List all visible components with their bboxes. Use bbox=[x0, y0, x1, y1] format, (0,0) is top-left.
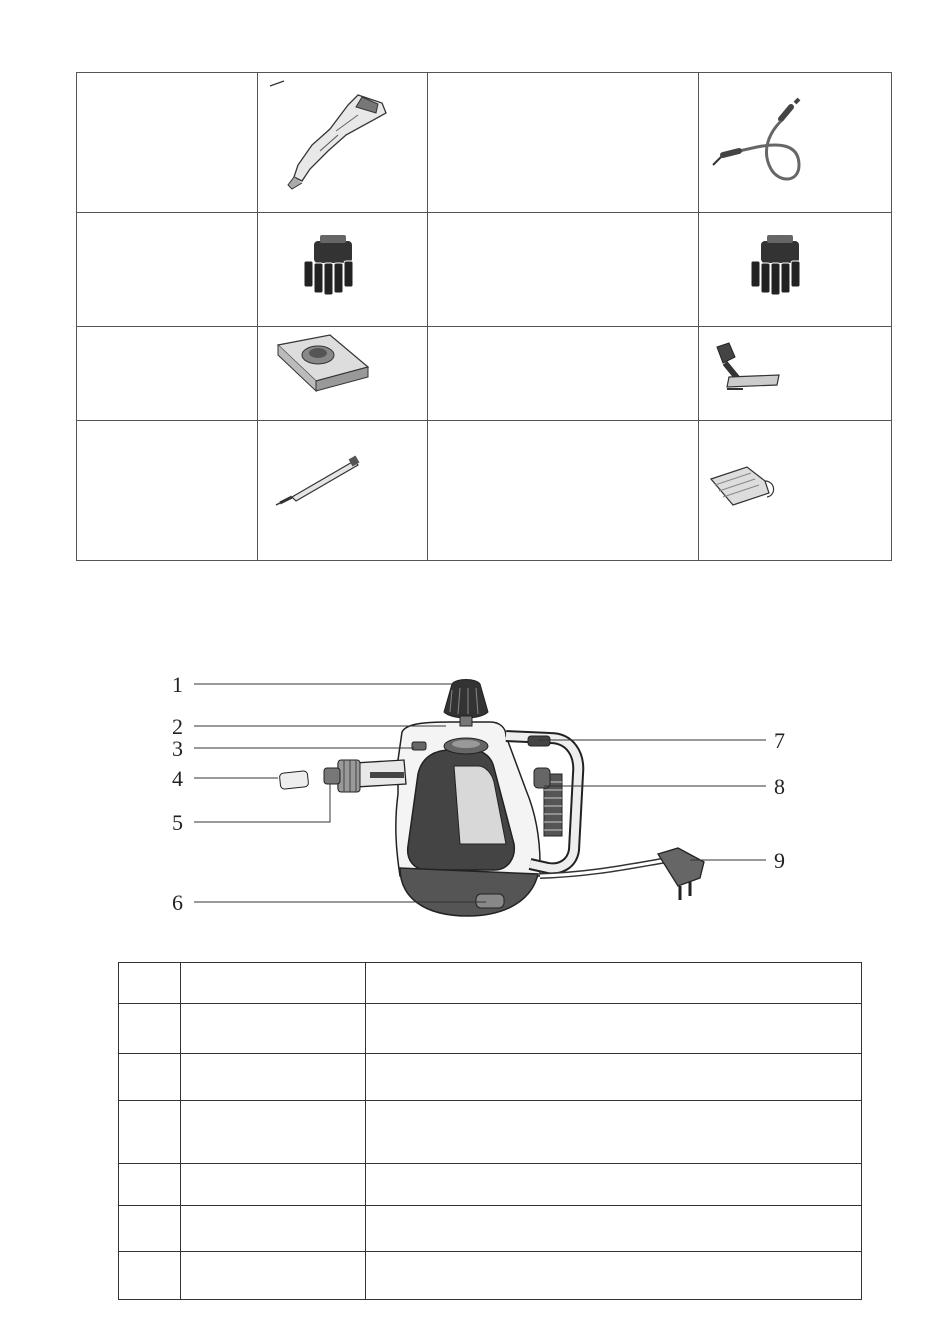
parts-cell bbox=[119, 1004, 181, 1054]
round-brush-icon bbox=[258, 213, 428, 326]
parts-cell bbox=[181, 1101, 366, 1164]
callout-4: 4 bbox=[172, 766, 183, 791]
parts-cell bbox=[119, 963, 181, 1004]
parts-cell bbox=[366, 1206, 862, 1252]
accessory-row bbox=[77, 327, 892, 421]
parts-cell bbox=[366, 1054, 862, 1101]
parts-cell bbox=[181, 1206, 366, 1252]
window-squeegee-icon bbox=[699, 327, 892, 420]
accessory-name-cell bbox=[428, 73, 699, 213]
accessory-image-cell bbox=[699, 327, 892, 421]
accessory-name-cell bbox=[428, 327, 699, 421]
table-row bbox=[119, 1252, 862, 1300]
floor-tool-icon bbox=[258, 327, 428, 420]
accessory-image-cell bbox=[699, 421, 892, 561]
parts-cell bbox=[181, 963, 366, 1004]
accessory-row bbox=[77, 421, 892, 561]
parts-cell bbox=[366, 1004, 862, 1054]
callout-1: 1 bbox=[172, 672, 183, 697]
accessory-name-cell bbox=[77, 73, 258, 213]
accessory-name-cell bbox=[77, 421, 258, 561]
parts-table bbox=[118, 962, 862, 1300]
callout-7: 7 bbox=[774, 728, 785, 753]
table-row bbox=[119, 1206, 862, 1252]
cloth-cover-icon bbox=[699, 421, 892, 560]
parts-cell bbox=[119, 1206, 181, 1252]
callout-2: 2 bbox=[172, 714, 183, 739]
callout-9: 9 bbox=[774, 848, 785, 873]
parts-cell bbox=[181, 1164, 366, 1206]
accessory-name-cell bbox=[428, 421, 699, 561]
parts-cell bbox=[181, 1004, 366, 1054]
parts-cell bbox=[366, 1164, 862, 1206]
extension-tube-icon bbox=[258, 421, 428, 560]
parts-header-row bbox=[119, 963, 862, 1004]
callout-3: 3 bbox=[172, 736, 183, 761]
accessory-image-cell bbox=[699, 213, 892, 327]
parts-cell bbox=[119, 1252, 181, 1300]
parts-cell bbox=[119, 1101, 181, 1164]
callout-6: 6 bbox=[172, 890, 183, 915]
accessory-image-cell bbox=[258, 421, 428, 561]
parts-cell bbox=[181, 1252, 366, 1300]
accessory-image-cell bbox=[258, 327, 428, 421]
accessory-image-cell bbox=[258, 213, 428, 327]
parts-cell bbox=[181, 1054, 366, 1101]
parts-cell bbox=[366, 963, 862, 1004]
table-row bbox=[119, 1054, 862, 1101]
accessories-table bbox=[76, 72, 892, 561]
accessory-name-cell bbox=[428, 213, 699, 327]
accessory-name-cell bbox=[77, 327, 258, 421]
handheld-steam-cleaner-diagram bbox=[160, 664, 800, 934]
accessory-row bbox=[77, 213, 892, 327]
parts-cell bbox=[366, 1101, 862, 1164]
callout-5: 5 bbox=[172, 810, 183, 835]
accessory-name-cell bbox=[77, 213, 258, 327]
parts-cell bbox=[119, 1054, 181, 1101]
accessory-image-cell bbox=[699, 73, 892, 213]
parts-cell bbox=[119, 1164, 181, 1206]
handheld-steam-cleaner-icon bbox=[279, 680, 704, 917]
round-brush-icon bbox=[699, 213, 892, 326]
accessory-image-cell bbox=[258, 73, 428, 213]
callout-8: 8 bbox=[774, 774, 785, 799]
table-row bbox=[119, 1004, 862, 1054]
accessory-row bbox=[77, 73, 892, 213]
table-row bbox=[119, 1101, 862, 1164]
jet-nozzle-icon bbox=[258, 73, 428, 212]
extension-hose-icon bbox=[699, 73, 892, 212]
table-row bbox=[119, 1164, 862, 1206]
parts-cell bbox=[366, 1252, 862, 1300]
